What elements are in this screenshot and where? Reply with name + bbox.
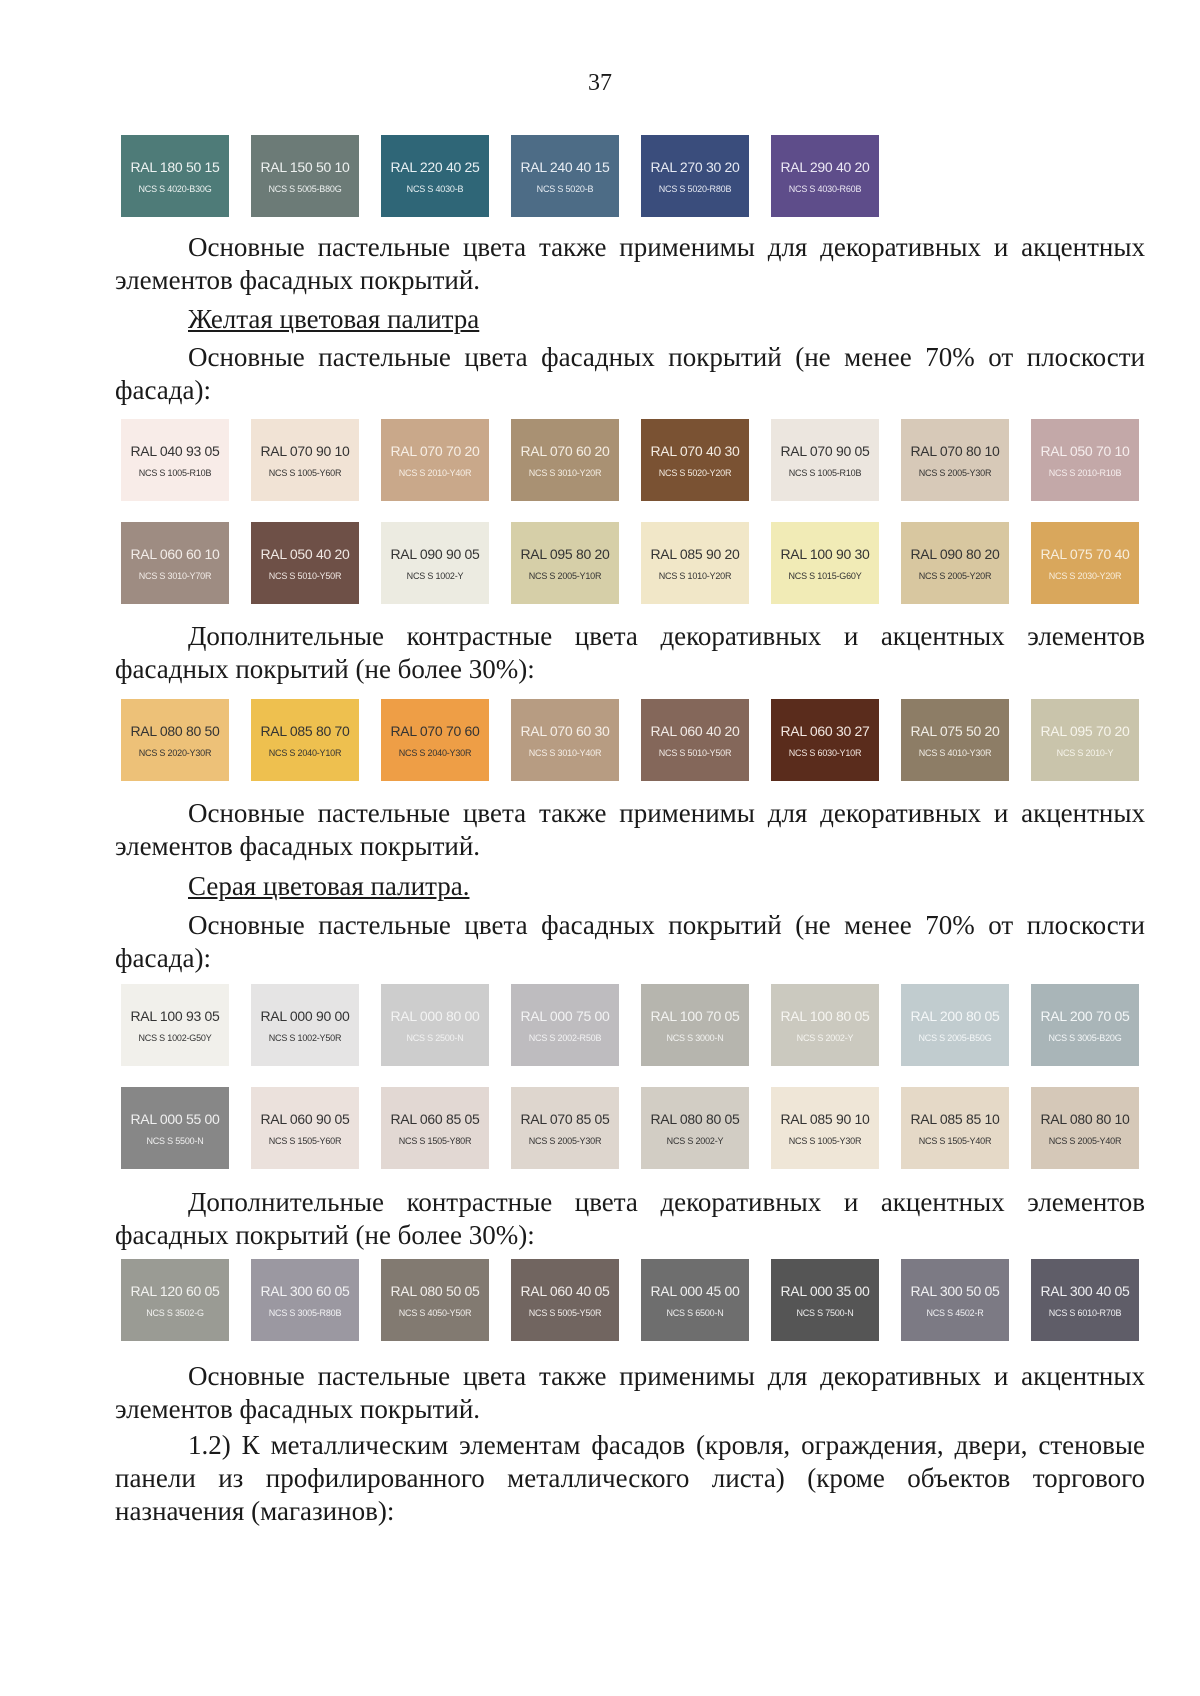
swatch-ral-code: RAL 095 70 20 bbox=[1040, 722, 1130, 739]
color-swatch bbox=[641, 135, 749, 217]
swatch-ncs-code: NCS S 3010-Y70R bbox=[138, 570, 212, 581]
color-swatch bbox=[901, 699, 1009, 781]
swatch-ncs-code: NCS S 2005-Y10R bbox=[528, 570, 602, 581]
color-swatch bbox=[121, 1087, 229, 1169]
paragraph-blue-note bbox=[115, 231, 1145, 297]
swatch-ral-code: RAL 000 45 00 bbox=[650, 1282, 740, 1299]
color-swatch bbox=[121, 419, 229, 501]
swatch-ral-code: RAL 040 93 05 bbox=[130, 442, 220, 459]
color-swatch bbox=[121, 1259, 229, 1341]
paragraph-yellow-note bbox=[115, 797, 1145, 863]
swatch-ncs-code: NCS S 3005-R80B bbox=[268, 1307, 342, 1318]
swatch-ral-code: RAL 085 85 10 bbox=[910, 1110, 1000, 1127]
swatch-ral-code: RAL 100 93 05 bbox=[130, 1007, 220, 1024]
swatch-ncs-code: NCS S 2005-Y30R bbox=[918, 467, 992, 478]
swatch-ncs-code: NCS S 3010-Y40R bbox=[528, 747, 602, 758]
swatch-ral-code: RAL 100 90 30 bbox=[780, 545, 870, 562]
color-swatch bbox=[511, 419, 619, 501]
swatch-ral-code: RAL 120 60 05 bbox=[130, 1282, 220, 1299]
swatch-ncs-code: NCS S 1010-Y20R bbox=[658, 570, 732, 581]
swatch-ral-code: RAL 060 60 10 bbox=[130, 545, 220, 562]
color-swatch bbox=[121, 984, 229, 1066]
swatch-ncs-code: NCS S 1505-Y60R bbox=[268, 1135, 342, 1146]
swatch-ncs-code: NCS S 3010-Y20R bbox=[528, 467, 602, 478]
paragraph-yellow-contrast-intro bbox=[115, 620, 1145, 686]
swatch-ncs-code: NCS S 5010-Y50R bbox=[658, 747, 732, 758]
swatch-ral-code: RAL 080 80 50 bbox=[130, 722, 220, 739]
swatch-ral-code: RAL 070 70 20 bbox=[390, 442, 480, 459]
color-swatch bbox=[771, 1259, 879, 1341]
swatch-ncs-code: NCS S 1015-G60Y bbox=[788, 570, 862, 581]
swatch-ral-code: RAL 220 40 25 bbox=[390, 158, 480, 175]
color-swatch bbox=[1031, 419, 1139, 501]
color-swatch bbox=[251, 1087, 359, 1169]
color-swatch bbox=[641, 1259, 749, 1341]
swatch-ral-code: RAL 300 60 05 bbox=[260, 1282, 350, 1299]
color-swatch bbox=[251, 522, 359, 604]
paragraph-text: Дополнительные контрастные цвета декоративных и акцентных элементов фасадных покрытий (не более 30%): bbox=[115, 1187, 1145, 1250]
color-swatch bbox=[511, 984, 619, 1066]
swatch-ncs-code: NCS S 1002-Y50R bbox=[268, 1032, 342, 1043]
color-swatch bbox=[511, 699, 619, 781]
swatch-ncs-code: NCS S 2005-B50G bbox=[918, 1032, 992, 1043]
swatch-ral-code: RAL 300 40 05 bbox=[1040, 1282, 1130, 1299]
color-swatch bbox=[511, 135, 619, 217]
color-swatch bbox=[381, 699, 489, 781]
color-swatch bbox=[771, 419, 879, 501]
swatch-ncs-code: NCS S 6500-N bbox=[666, 1307, 724, 1318]
color-swatch bbox=[511, 522, 619, 604]
swatch-ral-code: RAL 075 70 40 bbox=[1040, 545, 1130, 562]
swatch-ral-code: RAL 085 90 20 bbox=[650, 545, 740, 562]
swatch-ncs-code: NCS S 2005-Y20R bbox=[918, 570, 992, 581]
swatch-ral-code: RAL 070 40 30 bbox=[650, 442, 740, 459]
swatch-ral-code: RAL 060 85 05 bbox=[390, 1110, 480, 1127]
paragraph-yellow-main-intro bbox=[115, 341, 1145, 407]
swatch-ncs-code: NCS S 2002-R50B bbox=[528, 1032, 602, 1043]
heading-grey-palette: Серая цветовая палитра. bbox=[188, 871, 470, 901]
color-swatch bbox=[1031, 699, 1139, 781]
color-swatch bbox=[121, 522, 229, 604]
swatch-ncs-code: NCS S 4030-B bbox=[406, 183, 464, 194]
swatch-ral-code: RAL 080 80 10 bbox=[1040, 1110, 1130, 1127]
color-swatch bbox=[771, 135, 879, 217]
swatch-ncs-code: NCS S 5020-R80B bbox=[658, 183, 732, 194]
swatch-ncs-code: NCS S 1005-R10B bbox=[788, 467, 862, 478]
swatch-ral-code: RAL 070 60 30 bbox=[520, 722, 610, 739]
swatch-ral-code: RAL 070 90 10 bbox=[260, 442, 350, 459]
color-swatch bbox=[251, 1259, 359, 1341]
swatch-ncs-code: NCS S 2002-Y bbox=[796, 1032, 854, 1043]
swatch-ral-code: RAL 070 85 05 bbox=[520, 1110, 610, 1127]
swatch-ncs-code: NCS S 1505-Y40R bbox=[918, 1135, 992, 1146]
swatch-ncs-code: NCS S 6030-Y10R bbox=[788, 747, 862, 758]
swatch-row-blue bbox=[121, 135, 901, 217]
swatch-ral-code: RAL 095 80 20 bbox=[520, 545, 610, 562]
swatch-ncs-code: NCS S 5020-Y20R bbox=[658, 467, 732, 478]
color-swatch bbox=[511, 1259, 619, 1341]
swatch-ral-code: RAL 070 70 60 bbox=[390, 722, 480, 739]
color-swatch bbox=[511, 1087, 619, 1169]
swatch-ral-code: RAL 100 70 05 bbox=[650, 1007, 740, 1024]
swatch-ral-code: RAL 240 40 15 bbox=[520, 158, 610, 175]
color-swatch bbox=[641, 419, 749, 501]
swatch-ncs-code: NCS S 4030-R60B bbox=[788, 183, 862, 194]
color-swatch bbox=[641, 1087, 749, 1169]
swatch-ncs-code: NCS S 3000-N bbox=[666, 1032, 724, 1043]
swatch-ral-code: RAL 300 50 05 bbox=[910, 1282, 1000, 1299]
color-swatch bbox=[251, 699, 359, 781]
paragraph-grey-main-intro bbox=[115, 909, 1145, 975]
swatch-ral-code: RAL 100 80 05 bbox=[780, 1007, 870, 1024]
color-swatch bbox=[771, 699, 879, 781]
color-swatch bbox=[381, 1087, 489, 1169]
swatch-ral-code: RAL 050 40 20 bbox=[260, 545, 350, 562]
color-swatch bbox=[901, 419, 1009, 501]
swatch-ncs-code: NCS S 1002-Y bbox=[406, 570, 464, 581]
swatch-ral-code: RAL 085 90 10 bbox=[780, 1110, 870, 1127]
color-swatch bbox=[1031, 1259, 1139, 1341]
swatch-ncs-code: NCS S 1005-Y60R bbox=[268, 467, 342, 478]
swatch-ral-code: RAL 060 30 27 bbox=[780, 722, 870, 739]
color-swatch bbox=[251, 135, 359, 217]
color-swatch bbox=[901, 984, 1009, 1066]
swatch-ral-code: RAL 080 50 05 bbox=[390, 1282, 480, 1299]
swatch-ral-code: RAL 090 80 20 bbox=[910, 545, 1000, 562]
swatch-ral-code: RAL 150 50 10 bbox=[260, 158, 350, 175]
color-swatch bbox=[381, 1259, 489, 1341]
swatch-row-yellow-main-1 bbox=[121, 419, 1161, 501]
swatch-ral-code: RAL 075 50 20 bbox=[910, 722, 1000, 739]
swatch-ral-code: RAL 200 80 05 bbox=[910, 1007, 1000, 1024]
color-swatch bbox=[771, 984, 879, 1066]
heading-yellow-palette: Желтая цветовая палитра bbox=[188, 304, 480, 334]
swatch-ncs-code: NCS S 2010-Y40R bbox=[398, 467, 472, 478]
color-swatch bbox=[641, 699, 749, 781]
swatch-ncs-code: NCS S 2002-Y bbox=[666, 1135, 724, 1146]
color-swatch bbox=[901, 1259, 1009, 1341]
color-swatch bbox=[1031, 1087, 1139, 1169]
paragraph-text: 1.2) К металлическим элементам фасадов (кровля, ограждения, двери, стеновые панели из профилированного металлического листа) (кроме объектов торгового назначения (магазинов): bbox=[115, 1430, 1145, 1526]
color-swatch bbox=[121, 135, 229, 217]
swatch-ncs-code: NCS S 1005-R10B bbox=[138, 467, 212, 478]
swatch-ncs-code: NCS S 2010-Y bbox=[1056, 747, 1114, 758]
swatch-ncs-code: NCS S 2500-N bbox=[406, 1032, 464, 1043]
paragraph-grey-contrast-intro bbox=[115, 1186, 1145, 1252]
swatch-ncs-code: NCS S 2005-Y30R bbox=[528, 1135, 602, 1146]
swatch-ncs-code: NCS S 4502-R bbox=[926, 1307, 984, 1318]
paragraph-text: Основные пастельные цвета также применимы для декоративных и акцентных элементов фасадных покрытий. bbox=[115, 798, 1145, 861]
swatch-ral-code: RAL 060 40 05 bbox=[520, 1282, 610, 1299]
color-swatch bbox=[641, 522, 749, 604]
paragraph-text: Основные пастельные цвета фасадных покрытий (не менее 70% от плоскости фасада): bbox=[115, 342, 1145, 405]
swatch-ral-code: RAL 000 55 00 bbox=[130, 1110, 220, 1127]
color-swatch bbox=[381, 522, 489, 604]
color-swatch bbox=[1031, 522, 1139, 604]
swatch-ncs-code: NCS S 5020-B bbox=[536, 183, 594, 194]
swatch-ncs-code: NCS S 2020-Y30R bbox=[138, 747, 212, 758]
paragraph-text: Основные пастельные цвета фасадных покрытий (не менее 70% от плоскости фасада): bbox=[115, 910, 1145, 973]
swatch-row-grey-main-2 bbox=[121, 1087, 1161, 1169]
swatch-ncs-code: NCS S 1505-Y80R bbox=[398, 1135, 472, 1146]
color-swatch bbox=[121, 699, 229, 781]
color-swatch bbox=[771, 522, 879, 604]
swatch-ncs-code: NCS S 4050-Y50R bbox=[398, 1307, 472, 1318]
swatch-ncs-code: NCS S 2030-Y20R bbox=[1048, 570, 1122, 581]
swatch-ncs-code: NCS S 2010-R10B bbox=[1048, 467, 1122, 478]
swatch-row-grey-contrast bbox=[121, 1259, 1161, 1341]
swatch-ral-code: RAL 070 90 05 bbox=[780, 442, 870, 459]
swatch-ral-code: RAL 000 90 00 bbox=[260, 1007, 350, 1024]
paragraph-text: Основные пастельные цвета также применимы для декоративных и акцентных элементов фасадных покрытий. bbox=[115, 1361, 1145, 1424]
swatch-ncs-code: NCS S 1005-Y30R bbox=[788, 1135, 862, 1146]
swatch-ral-code: RAL 090 90 05 bbox=[390, 545, 480, 562]
swatch-ncs-code: NCS S 4020-B30G bbox=[138, 183, 212, 194]
color-swatch bbox=[771, 1087, 879, 1169]
swatch-ral-code: RAL 000 75 00 bbox=[520, 1007, 610, 1024]
swatch-ncs-code: NCS S 2005-Y40R bbox=[1048, 1135, 1122, 1146]
swatch-ral-code: RAL 080 80 05 bbox=[650, 1110, 740, 1127]
paragraph-text: Дополнительные контрастные цвета декоративных и акцентных элементов фасадных покрытий (не более 30%): bbox=[115, 621, 1145, 684]
swatch-ral-code: RAL 060 90 05 bbox=[260, 1110, 350, 1127]
swatch-ral-code: RAL 000 35 00 bbox=[780, 1282, 870, 1299]
color-swatch bbox=[251, 984, 359, 1066]
swatch-ncs-code: NCS S 4010-Y30R bbox=[918, 747, 992, 758]
swatch-row-yellow-contrast bbox=[121, 699, 1161, 781]
swatch-ncs-code: NCS S 1002-G50Y bbox=[138, 1032, 212, 1043]
swatch-ncs-code: NCS S 5005-B80G bbox=[268, 183, 342, 194]
color-swatch bbox=[901, 522, 1009, 604]
swatch-ral-code: RAL 050 70 10 bbox=[1040, 442, 1130, 459]
swatch-row-grey-main-1 bbox=[121, 984, 1161, 1066]
color-swatch bbox=[381, 419, 489, 501]
swatch-ncs-code: NCS S 7500-N bbox=[796, 1307, 854, 1318]
page-number: 37 bbox=[588, 70, 612, 96]
swatch-ral-code: RAL 200 70 05 bbox=[1040, 1007, 1130, 1024]
swatch-ral-code: RAL 085 80 70 bbox=[260, 722, 350, 739]
swatch-ncs-code: NCS S 2040-Y10R bbox=[268, 747, 342, 758]
swatch-ral-code: RAL 180 50 15 bbox=[130, 158, 220, 175]
paragraph-text: Основные пастельные цвета также применимы для декоративных и акцентных элементов фасадных покрытий. bbox=[115, 232, 1145, 295]
swatch-ral-code: RAL 290 40 20 bbox=[780, 158, 870, 175]
color-swatch bbox=[251, 419, 359, 501]
color-swatch bbox=[1031, 984, 1139, 1066]
color-swatch bbox=[381, 135, 489, 217]
paragraph-metal-intro bbox=[115, 1429, 1145, 1528]
swatch-ncs-code: NCS S 2040-Y30R bbox=[398, 747, 472, 758]
swatch-ral-code: RAL 270 30 20 bbox=[650, 158, 740, 175]
swatch-ncs-code: NCS S 6010-R70B bbox=[1048, 1307, 1122, 1318]
swatch-ncs-code: NCS S 5005-Y50R bbox=[528, 1307, 602, 1318]
color-swatch bbox=[641, 984, 749, 1066]
color-swatch bbox=[381, 984, 489, 1066]
swatch-ral-code: RAL 070 60 20 bbox=[520, 442, 610, 459]
swatch-ral-code: RAL 070 80 10 bbox=[910, 442, 1000, 459]
paragraph-grey-note bbox=[115, 1360, 1145, 1426]
swatch-ncs-code: NCS S 3502-G bbox=[146, 1307, 204, 1318]
swatch-row-yellow-main-2 bbox=[121, 522, 1161, 604]
color-swatch bbox=[901, 1087, 1009, 1169]
swatch-ncs-code: NCS S 3005-B20G bbox=[1048, 1032, 1122, 1043]
swatch-ral-code: RAL 060 40 20 bbox=[650, 722, 740, 739]
swatch-ral-code: RAL 000 80 00 bbox=[390, 1007, 480, 1024]
swatch-ncs-code: NCS S 5500-N bbox=[146, 1135, 204, 1146]
swatch-ncs-code: NCS S 5010-Y50R bbox=[268, 570, 342, 581]
